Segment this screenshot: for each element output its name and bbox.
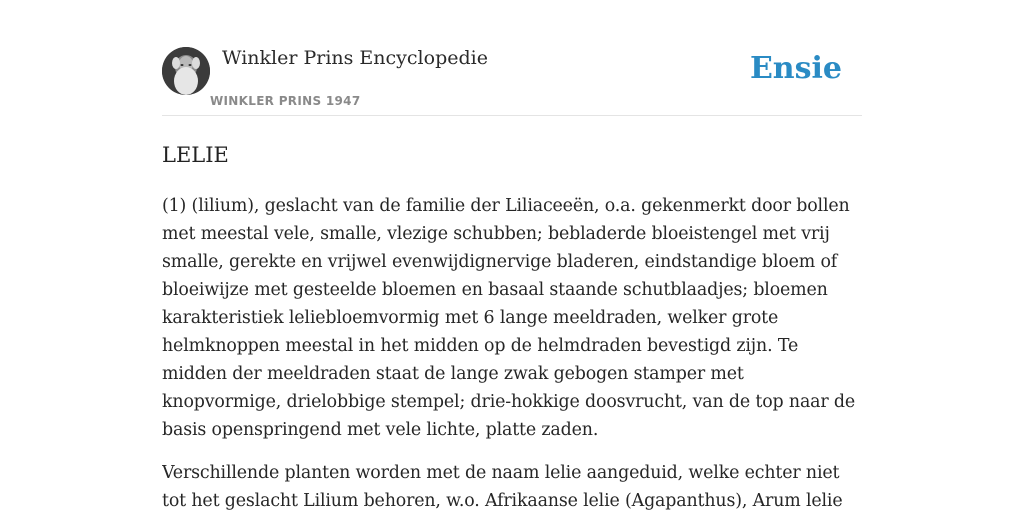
entry-paragraph: (1) (lilium), geslacht van de familie der Liliaceeën, o.a. gekenmerkt door bollen met meestal vele, smalle, vlezige schubben; bebladerde bloeistengel met vrij smalle, gerekte en vrijwel evenwijdignervige bladeren, eindstandige bloem of bloeiwijze met gesteelde bloemen en basaal staande schutblaadjes; bloemen karakteristiek leliebloemvormig met 6 lange meeldraden, welker grote helmknoppen meestal in het midden op de helmdraden bevestigd zijn. Te midden der meeldraden staat de lange zwak gebogen stamper met knopvormige, drielobbige stempel; drie-hokkige doosvrucht, van de top naar de basis openspringend met vele lichte, platte zaden. xyxy=(162,196,856,440)
entry-title: LELIE xyxy=(162,143,229,167)
page xyxy=(162,0,862,512)
brand-logo[interactable]: Ensie xyxy=(749,51,842,86)
site-title[interactable]: Winkler Prins Encyclopedie xyxy=(222,47,488,69)
author-avatar[interactable] xyxy=(162,47,210,95)
site-subtitle: WINKLER PRINS 1947 xyxy=(210,94,361,108)
site-header xyxy=(162,0,862,116)
entry-body xyxy=(162,192,862,512)
entry-paragraph: Verschillende planten worden met de naam lelie aangeduid, welke echter niet tot het geslacht Lilium behoren, w.o. Afrikaanse lelie (Agapanthus), Arum lelie xyxy=(162,463,843,511)
portrait-icon xyxy=(162,47,210,95)
